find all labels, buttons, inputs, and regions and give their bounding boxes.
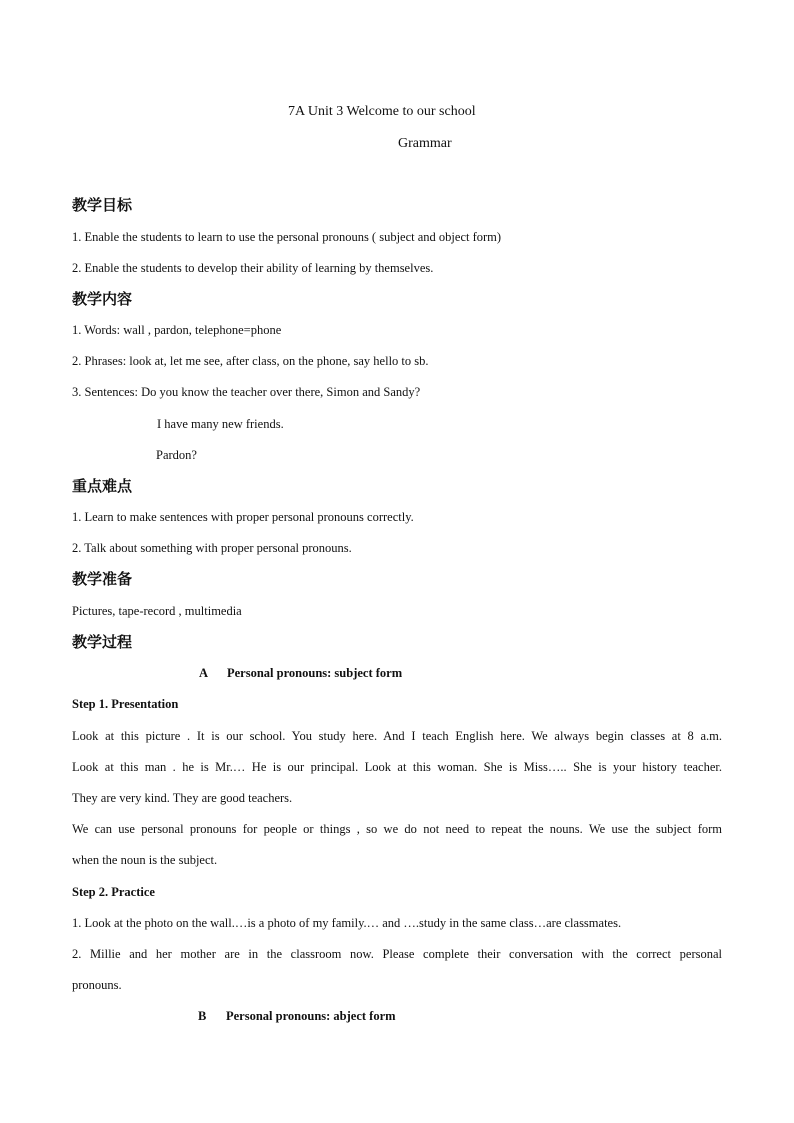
section-heading-goals: 教学目标 — [72, 196, 133, 214]
keypoint-item-1: 1. Learn to make sentences with proper personal pronouns correctly. — [72, 510, 414, 524]
section-heading-keypoints: 重点难点 — [72, 477, 133, 495]
section-b-title: Personal pronouns: abject form — [226, 1009, 396, 1023]
content-sentence-2: I have many new friends. — [157, 417, 284, 431]
step2-item-2-line-2: pronouns. — [72, 978, 122, 992]
document-title: 7A Unit 3 Welcome to our school — [288, 104, 476, 119]
step1-line-2: Look at this man . he is Mr.… He is our principal. Look at this woman. She is Miss….. She is your history teacher. — [72, 760, 722, 774]
goal-item-2: 2. Enable the students to develop their ability of learning by themselves. — [72, 261, 434, 275]
section-heading-content: 教学内容 — [72, 290, 133, 308]
step2-item-2-line-1: 2. Millie and her mother are in the classroom now. Please complete their conversation with the correct personal — [72, 947, 722, 961]
document-subtitle: Grammar — [398, 136, 452, 151]
step1-title: Step 1. Presentation — [72, 697, 179, 711]
content-words: 1. Words: wall , pardon, telephone=phone — [72, 323, 282, 337]
step2-item-1: 1. Look at the photo on the wall.…is a photo of my family.… and ….study in the same class…are classmates. — [72, 916, 622, 930]
section-b-letter: B — [198, 1009, 207, 1023]
section-heading-prep: 教学准备 — [72, 570, 133, 588]
goal-item-1: 1. Enable the students to learn to use the personal pronouns ( subject and object form) — [72, 230, 502, 244]
keypoint-item-2: 2. Talk about something with proper personal pronouns. — [72, 541, 352, 555]
section-a-heading — [199, 665, 402, 681]
prep-text: Pictures, tape-record , multimedia — [72, 604, 242, 618]
section-heading-process: 教学过程 — [72, 633, 133, 651]
step1-line-5: when the noun is the subject. — [72, 853, 218, 867]
step1-line-1: Look at this picture . It is our school. You study here. And I teach English here. We always begin classes at 8 a.m. — [72, 729, 722, 743]
step2-title: Step 2. Practice — [72, 885, 155, 899]
content-sentences-label: 3. Sentences: Do you know the teacher over there, Simon and Sandy? — [72, 385, 421, 399]
section-a-letter: A — [199, 666, 209, 680]
step1-line-4: We can use personal pronouns for people or things , so we do not need to repeat the nouns. We use the subject form — [72, 822, 722, 836]
step1-line-3: They are very kind. They are good teachers. — [72, 791, 293, 805]
content-phrases: 2. Phrases: look at, let me see, after class, on the phone, say hello to sb. — [72, 354, 429, 368]
content-sentence-3: Pardon? — [156, 448, 197, 462]
section-a-title: Personal pronouns: subject form — [227, 666, 403, 680]
section-b-heading — [198, 1008, 396, 1024]
